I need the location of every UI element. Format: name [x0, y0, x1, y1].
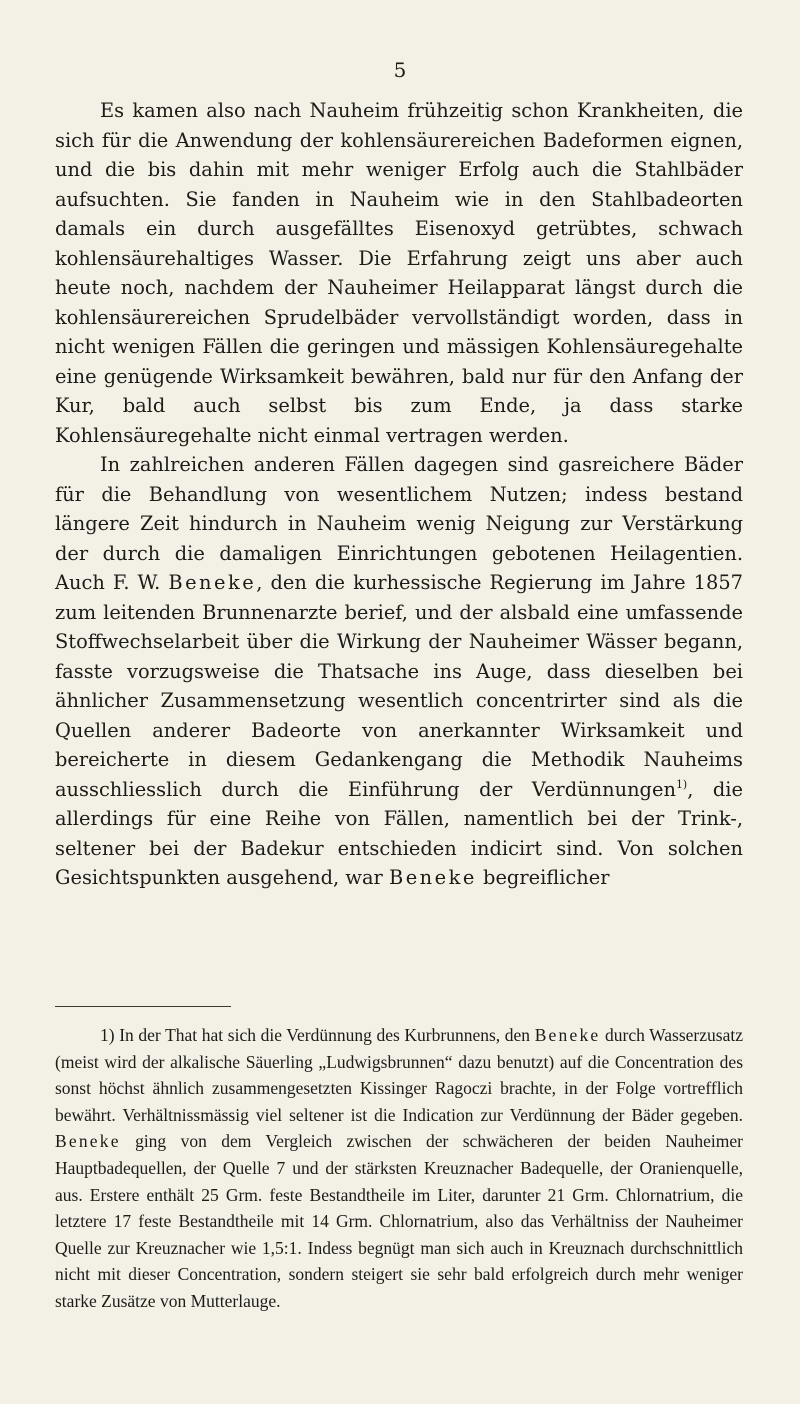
- paragraph-1-text: Es kamen also nach Nauheim frühzeitig schon Krankheiten, die sich für die Anwendung der kohlensäurereichen Badeformen eignen, und die bis dahin mit mehr weniger Erfolg auch die Stahlbäder aufsuchten. Sie fanden in Nauheim wie in den Stahlbadeorten damals ein durch ausgefälltes Eisenoxyd getrübtes, schwach kohlensäurehaltiges Wasser. Die Erfahrung zeigt uns aber auch heute noch, nachdem der Nauheimer Heilapparat längst durch die kohlensäurereichen Sprudelbäder vervollständigt worden, dass in nicht wenigen Fällen die geringen und mässigen Kohlensäuregehalte eine genügende Wirksamkeit bewähren, bald nur für den Anfang der Kur, bald auch selbst bis zum Ende, ja dass starke Kohlensäuregehalte nicht einmal vertragen werden.: [55, 99, 743, 447]
- paragraph-1: [55, 96, 743, 450]
- footnote-text: [55, 1022, 743, 1315]
- footnote-separator: [55, 1006, 231, 1007]
- author-name: Beneke: [55, 1131, 121, 1152]
- footnote: [55, 1022, 743, 1315]
- author-name: Beneke: [388, 866, 477, 889]
- footnote-reference: 1): [675, 777, 688, 791]
- page-number: 5: [393, 58, 407, 82]
- main-text: [55, 96, 743, 893]
- paragraph-2-text-d: begreiflicher: [476, 866, 610, 889]
- paragraph-2-text-a: In zahlreichen anderen Fällen dagegen sind gasreichere Bäder für die Behandlung von wesentlichem Nutzen; indess bestand längere Zeit hindurch in Nauheim wenig Neigung zur Verstärkung der durch die damaligen Einrichtungen gebotenen Heilagentien. Auch F. W.: [55, 453, 743, 594]
- footnote-text-a: 1) In der That hat sich die Verdünnung des Kurbrunnens, den: [100, 1025, 535, 1045]
- paragraph-2: [55, 450, 743, 893]
- paragraph-2-text-b: , den die kurhessische Regierung im Jahre 1857 zum leitenden Brunnenarzte berief, und der alsbald eine umfassende Stoffwechselarbeit über die Wirkung der Nauheimer Wässer begann, fasste vorzugsweise die Thatsache ins Auge, dass dieselben bei ähnlicher Zusammensetzung wesentlich concentrirter sind als die Quellen anderer Badeorte von anerkannter Wirksamkeit und bereicherte in diesem Gedankengang die Methodik Nauheims ausschliesslich durch die Einführung der Verdünnungen: [55, 571, 743, 801]
- author-name: Beneke: [168, 571, 257, 594]
- paragraph-2-text-c: , die allerdings für eine Reihe von Fällen, namentlich bei der Trink-, seltener bei der Badekur entschieden indicirt sind. Von solchen Gesichtspunkten ausgehend, war: [55, 777, 743, 889]
- author-name: Beneke: [534, 1025, 601, 1045]
- footnote-text-b: durch Wasserzusatz (meist wird der alkalische Säuerling „Ludwigsbrunnen“ dazu benutzt) auf die Concentration des sonst höchst ähnlich zusammengesetzten Kissinger Ragoczi brachte, in der Folge vortrefflich bewährt. Verhältnissmässig viel seltener ist die Indication zur Verdünnung der Bäder gegeben.: [55, 1025, 743, 1125]
- footnote-text-c: ging von dem Vergleich zwischen der schwächeren der beiden Nauheimer Hauptbadequellen, der Quelle 7 und der stärksten Kreuznacher Badequelle, der Oranienquelle, aus. Erstere enthält 25 Grm. feste Bestandtheile im Liter, darunter 21 Grm. Chlornatrium, die letztere 17 feste Bestandtheile mit 14 Grm. Chlornatrium, also das Verhältniss der Nauheimer Quelle zur Kreuznacher wie 1,5:1. Indess begnügt man sich auch in Kreuznach durchschnittlich nicht mit dieser Concentration, sondern steigert sie sehr bald erfolgreich durch mehr weniger starke Zusätze von Mutterlauge.: [55, 1131, 743, 1311]
